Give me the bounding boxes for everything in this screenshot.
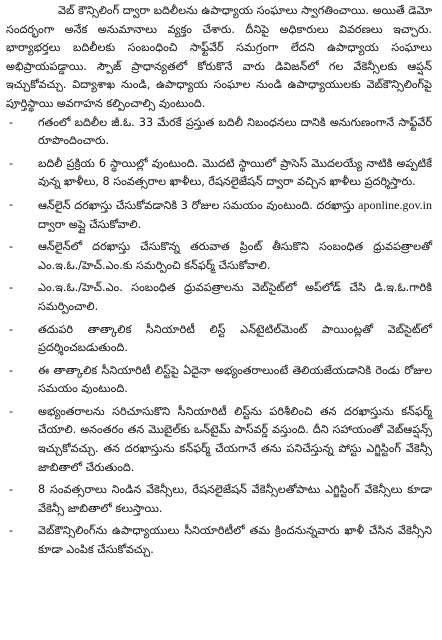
bullet-text: బదిలీ ప్రక్రియ 6 స్థాయిల్లో వుంటుంది. మొదటి స్థాయిలో ప్రాసెస్ మొదలయ్యే నాటికి అప్పటికే వున్న ఖాళీలు, 8 సంవత్సరాల ఖాళీలు, రేషనలైజేషన్ ద్వారా వచ్చిన ఖాళీలు ప్రదర్శిస్తారు. bbox=[38, 156, 432, 189]
list-item bbox=[6, 114, 432, 151]
bullet-text: ఆన్‌లైన్ దరఖాస్తు చేసుకోవడానికి 3 రోజుల సమయం వుంటుంది. దరఖాస్తు bbox=[38, 198, 355, 212]
bullet-dash: - bbox=[9, 115, 14, 129]
bullet-dash: - bbox=[9, 156, 14, 170]
bullet-dash: - bbox=[9, 524, 14, 538]
bullet-text: ఎం.ఇ.ఓ./హెచ్.ఎం. సంబంధిత ధ్రువపత్రాలను వెబ్‌సైట్‌లో అప్‌లోడ్ చేసి డి.ఇ.ఓ.గారికి సమర్పించాలి. bbox=[38, 281, 432, 313]
list-item bbox=[6, 403, 432, 477]
bullet-text: ఈ తాత్కాలిక సీనియారిటీ లిస్ట్‌పై ఏదైనా అభ్యంతరాలుంటే తెలియజేయడానికి రెండు రోజుల సమయం వుంటుంది. bbox=[38, 363, 432, 396]
bullet-dash: - bbox=[9, 483, 14, 497]
bullet-dash: - bbox=[9, 363, 14, 377]
list-item bbox=[6, 196, 432, 234]
list-item bbox=[6, 321, 432, 358]
bullet-text: అభ్యంతరాలను సరిచూసుకొని సీనియారిటీ లిస్ట్‌ను పరిశీలించి తన దరఖాస్తును కన్‌ఫర్మ్ చేయాలి. అనంతరం తన మొబైల్‌కు ఒన్‌టైమ్ పాస్‌వర్డ్ వస్తుంది. దీని సహాయంతో వెబ్‌ఆప్షన్స్ ఇచ్చుకోవచ్చు. తన దరఖాస్తును కన్‌ఫర్మ్ చేయగానే తను పనిచేస్తున్న పోస్టు ఎగ్జిస్టింగ్ వేకెన్సీ జాబితాలో చేరుతుంది. bbox=[38, 404, 432, 474]
bullet-text: తదుపరి తాత్కాలిక సీనియారిటీ లిస్ట్ ఎన్‌టైటిల్‌మెంట్ పాయింట్లతో వెబ్‌సైట్‌లో ప్రదర్శించబడుతుంది. bbox=[38, 322, 432, 355]
intro-paragraph: వెబ్ కౌన్సిలింగ్ ద్వారా బదిలీలను ఉపాధ్యాయ సంఘాలు స్వాగతించాయి. అయితే డెమో సందర్భంగా అనేక అనుమానాలు వ్యక్తం చేశారు. దీనిపై అధికారులు వివరణలు ఇచ్చారు. భార్యాభర్తలు బదిలీలకు సంబంధించి సాఫ్ట్‌వేర్ సమగ్రంగా లేదని ఉపాధ్యాయ సంఘాలు అభిప్రాయపడ్డాయి. స్పౌజ్ ప్రాధాన్యతలో కోరుకొనే వారు డివిజన్‌లో గల వేకెన్సీలకు ఆప్షన్ ఇచ్చుకోవచ్చు. విద్యాశాఖ నుండి, ఉపాధ్యాయ సంఘాల నుండి ఉపాధ్యాయులకు వెబ్‌కౌన్సిలింగ్‌పై పూర్తిస్థాయి అవగాహన కల్పించాల్సి వుంటుంది. bbox=[6, 4, 432, 110]
bullet-dash: - bbox=[9, 240, 14, 254]
bullet-dash: - bbox=[9, 281, 14, 295]
bullet-text: గతంలో బదిలీల జీ.ఓ. 33 మేరకే ప్రస్తుత బదిలీ నిబంధనలు దానికి అనుగుణంగానే సాఫ్ట్‌వేర్ రూపొందించారు. bbox=[38, 115, 432, 148]
list-item bbox=[6, 362, 432, 399]
list-item bbox=[6, 238, 432, 275]
list-item bbox=[6, 155, 432, 192]
bullet-dash: - bbox=[9, 197, 14, 211]
list-item bbox=[6, 279, 432, 316]
list-item bbox=[6, 481, 432, 518]
bullet-text: వెబ్‌కౌన్సిలింగ్‌ను ఉపాధ్యాయులు సీనియారిటీలో తమ క్రిందనున్నవారు ఖాళీ చేసిన వేకెన్సీని కూడా ఎంపిక చేసుకోవచ్చు. bbox=[38, 524, 432, 557]
bullet-list bbox=[6, 114, 432, 560]
bullet-dash: - bbox=[9, 404, 14, 418]
bullet-dash: - bbox=[9, 322, 14, 336]
bullet-text: ఆన్‌లైన్‌లో దరఖాస్తు చేసుకొన్న తరువాత ప్రింట్ తీసుకొని సంబంధిత ధ్రువపత్రాలతో ఎం.ఇ.ఓ./హెచ్.ఎం.కు సమర్పించి కన్‌ఫర్మ్ చేసుకోవాలి. bbox=[38, 240, 432, 272]
bullet-text-after: ద్వారా అప్లై చేసుకోవాలి. bbox=[38, 217, 142, 231]
list-item bbox=[6, 522, 432, 559]
website-address: aponline.gov.in bbox=[358, 197, 432, 212]
bullet-text: 8 సంవత్సరాలు నిండిన వేకెన్సీలు, రేషనలైజేషన్ వేకెన్సీలతోపాటు ఎగ్జిస్టింగ్ వేకెన్సీలు కూడా వేకెన్సీ జాబితాలో కలుస్తాయి. bbox=[38, 483, 432, 515]
